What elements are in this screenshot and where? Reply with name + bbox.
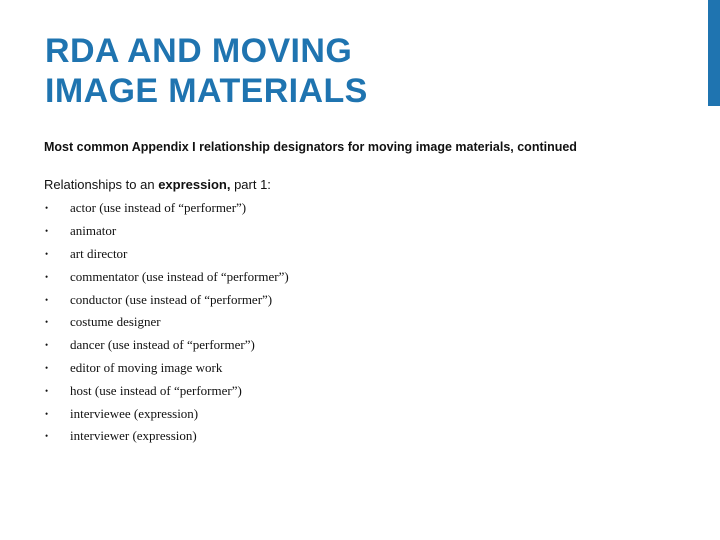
- designator-list: [44, 197, 289, 448]
- bullet-icon: •: [45, 294, 49, 305]
- list-item-text: interviewee (expression): [70, 405, 199, 421]
- list-item: [44, 357, 289, 380]
- bullet-icon: •: [45, 385, 49, 396]
- list-item: [44, 288, 289, 311]
- intro-suffix: part 1:: [230, 177, 271, 192]
- slide-subtitle: Most common Appendix I relationship designators for moving image materials, continued: [44, 140, 577, 154]
- list-item: [44, 425, 289, 448]
- slide-title: [45, 31, 645, 111]
- bullet-icon: •: [45, 408, 49, 419]
- intro-emphasis: expression,: [158, 177, 231, 192]
- list-item-text: interviewer (expression): [70, 428, 197, 444]
- list-item-text: commentator (use instead of “performer”): [70, 268, 289, 284]
- list-item: [44, 334, 289, 357]
- list-item-text: editor of moving image work: [70, 359, 223, 375]
- list-item-text: animator: [70, 223, 117, 239]
- list-item-text: costume designer: [70, 314, 161, 330]
- bullet-icon: •: [45, 340, 49, 351]
- list-item: [44, 311, 289, 334]
- bullet-icon: •: [45, 203, 49, 214]
- intro-prefix: Relationships to an: [44, 177, 159, 192]
- list-item: [44, 197, 289, 220]
- list-item: [44, 220, 289, 243]
- slide-title-line-1: RDA AND MOVING: [45, 32, 353, 70]
- intro-text: [44, 177, 271, 192]
- bullet-icon: •: [45, 248, 49, 259]
- slide-title-line-2: IMAGE MATERIALS: [45, 72, 368, 110]
- bullet-icon: •: [45, 271, 49, 282]
- bullet-icon: •: [45, 362, 49, 373]
- list-item-text: art director: [70, 245, 128, 261]
- bullet-icon: •: [45, 226, 49, 237]
- bullet-icon: •: [45, 431, 49, 442]
- list-item: [44, 265, 289, 288]
- list-item-text: conductor (use instead of “performer”): [70, 291, 273, 307]
- list-item: [44, 402, 289, 425]
- list-item-text: host (use instead of “performer”): [70, 382, 242, 398]
- list-item: [44, 379, 289, 402]
- accent-bar: [708, 0, 720, 106]
- list-item: [44, 243, 289, 266]
- list-item-text: dancer (use instead of “performer”): [70, 337, 255, 353]
- list-item-text: actor (use instead of “performer”): [70, 200, 247, 216]
- bullet-icon: •: [45, 317, 49, 328]
